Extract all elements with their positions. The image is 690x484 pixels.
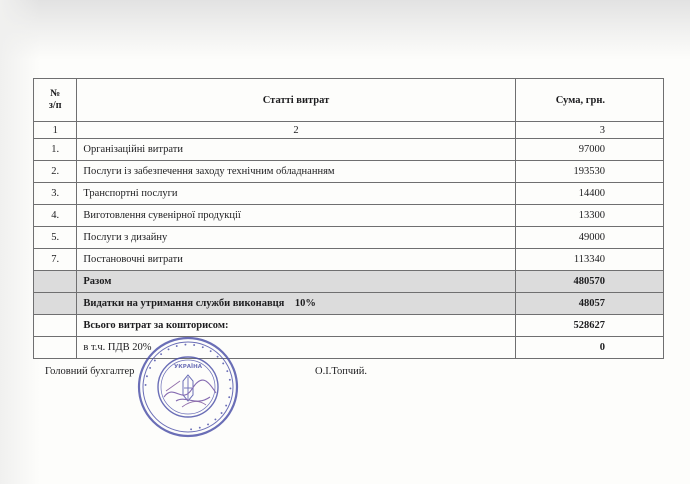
grand-total-number-cell (34, 315, 77, 337)
contractor-expenses-row (34, 293, 664, 315)
row-number: 7. (34, 249, 77, 271)
row-number: 3. (34, 183, 77, 205)
row-sum: 13300 (515, 205, 663, 227)
official-stamp-icon (136, 335, 240, 439)
row-item: Послуги із забезпечення заходу технічним обладнанням (77, 161, 515, 183)
row-sum: 14400 (515, 183, 663, 205)
total-number-cell (34, 271, 77, 293)
row-item: Постановочні витрати (77, 249, 515, 271)
grand-total-sum: 528627 (515, 315, 663, 337)
column-number-3: 3 (515, 122, 663, 139)
total-label: Разом (77, 271, 515, 293)
row-sum: 113340 (515, 249, 663, 271)
column-numbers-row (34, 122, 664, 139)
contractor-label: Видатки на утримання служби виконавця 10% (77, 293, 515, 315)
contractor-number-cell (34, 293, 77, 315)
stamp-text: УКРАЇНА (174, 364, 202, 370)
row-item: Виготовлення сувенірної продукції (77, 205, 515, 227)
row-item: Транспортні послуги (77, 183, 515, 205)
table-row (34, 249, 664, 271)
scan-shadow (0, 0, 690, 60)
vat-label: в т.ч. ПДВ 20% (77, 337, 515, 359)
row-sum: 49000 (515, 227, 663, 249)
row-number: 4. (34, 205, 77, 227)
cost-estimate-table (33, 78, 664, 359)
header-sum: Сума, грн. (515, 79, 663, 122)
grand-total-row (34, 315, 664, 337)
column-number-2: 2 (77, 122, 515, 139)
vat-number-cell (34, 337, 77, 359)
svg-text:• • • • • • • • • • • • • • •: • • • • • • • • • • • • • • • • • • • • • • • (141, 340, 235, 434)
total-sum: 480570 (515, 271, 663, 293)
table-row (34, 161, 664, 183)
table-row (34, 139, 664, 161)
row-number: 1. (34, 139, 77, 161)
grand-total-label: Всього витрат за кошторисом: (77, 315, 515, 337)
table-header-row (34, 79, 664, 122)
column-number-1: 1 (34, 122, 77, 139)
vat-sum: 0 (515, 337, 663, 359)
row-number: 5. (34, 227, 77, 249)
header-number: № з/п (34, 79, 77, 122)
row-item: Послуги з дизайну (77, 227, 515, 249)
row-number: 2. (34, 161, 77, 183)
header-item: Статті витрат (77, 79, 515, 122)
row-sum: 193530 (515, 161, 663, 183)
contractor-sum: 48057 (515, 293, 663, 315)
chief-accountant-label: Головний бухгалтер (45, 366, 135, 377)
table-row (34, 183, 664, 205)
table-row (34, 227, 664, 249)
vat-row (34, 337, 664, 359)
total-row (34, 271, 664, 293)
row-item: Організаційні витрати (77, 139, 515, 161)
signatory-name: О.І.Топчий. (315, 366, 367, 377)
table-row (34, 205, 664, 227)
row-sum: 97000 (515, 139, 663, 161)
